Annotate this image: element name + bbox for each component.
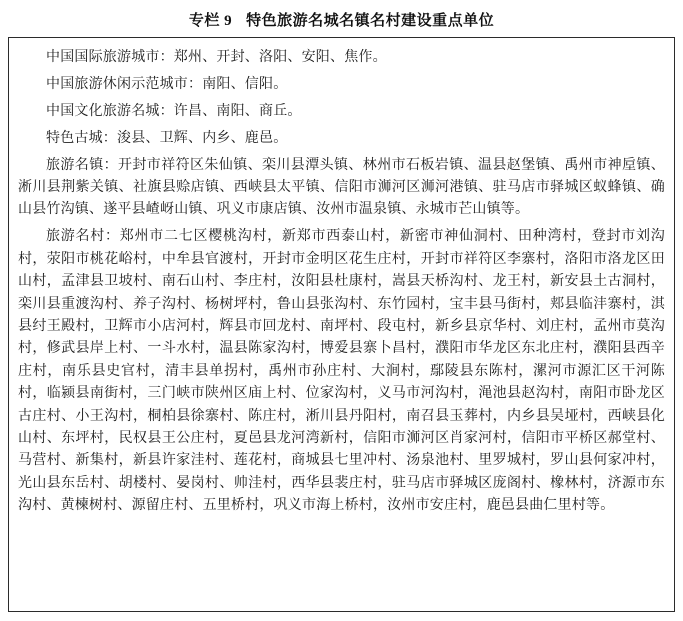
- column-title-text: 特色旅游名城名镇名村建设重点单位: [246, 13, 495, 29]
- paragraph-famous-tourism-villages: 旅游名村：郑州市二七区樱桃沟村，新郑市西泰山村，新密市神仙洞村、田种湾村，登封市刘沟村，荥阳市桃花峪村，中牟县官渡村，开封市金明区花生庄村，开封市祥符区李寨村，洛阳市洛龙区田山村，孟津县卫坡村、南石山村、李庄村，汝阳县杜康村，嵩县天桥沟村、龙王村，新安县土古洞村，栾川县重渡沟村、养子沟村、杨树坪村，鲁山县张沟村、东竹园村，宝丰县马街村，郏县临沣寨村，淇县纣王殿村，卫辉市小店河村，辉县市回龙村、南坪村、段屯村，新乡县京华村、刘庄村，孟州市莫沟村，修武县岸上村、一斗水村，温县陈家沟村，博爱县寨卜昌村，濮阳市华龙区东北庄村，濮阳县西辛庄村，南乐县史官村，清丰县单拐村，禹州市孙庄村、大涧村，鄢陵县东陈村，漯河市源汇区干河陈村，临颍县南街村，三门峡市陕州区庙上村、位家沟村，义马市河沟村，渑池县赵沟村，南阳市卧龙区古庄村、小王沟村，桐柏县徐寨村、陈庄村，淅川县丹阳村，南召县玉葬村，内乡县吴垭村，西峡县化山村、东坪村，民权县王公庄村，夏邑县龙河湾新村，信阳市浉河区肖家河村，信阳市平桥区郝堂村、马营村、新集村，新县许家洼村、莲花村，商城县七里冲村、汤泉池村、里罗城村，罗山县何家冲村，光山县东岳村、胡楼村、晏岗村、帅洼村，西华县裴庄村，驻马店市驿城区庞阁村、橡林村，济源市东沟村、黄楝树村、源留庄村、五里桥村，巩义市海上桥村，汝州市安庄村，鹿邑县曲仁里村等。: [18, 229, 665, 514]
- paragraph-cultural-tourism-cities: 中国文化旅游名城：许昌、南阳、商丘。: [46, 103, 302, 119]
- content-box: [8, 37, 675, 612]
- paragraph-famous-tourism-towns: 旅游名镇：开封市祥符区朱仙镇、栾川县潭头镇、林州市石板岩镇、温县赵堡镇、禹州市神垕镇、淅川县荆紫关镇、社旗县赊店镇、西峡县太平镇、信阳市浉河区浉河港镇、驻马店市驿城区蚁蜂镇、确山县竹沟镇、遂平县嵖岈山镇、巩义市康店镇、汝州市温泉镇、永城市芒山镇等。: [18, 157, 665, 218]
- paragraph-leisure-demonstration-cities: 中国旅游休闲示范城市：南阳、信阳。: [46, 76, 288, 92]
- column-label: 专栏 9: [188, 13, 233, 29]
- paragraph-international-tourism-cities: 中国国际旅游城市：郑州、开封、洛阳、安阳、焦作。: [46, 50, 387, 65]
- document-page: [0, 9, 683, 621]
- page-title: [0, 9, 683, 30]
- paragraph-characteristic-ancient-cities: 特色古城：浚县、卫辉、内乡、鹿邑。: [46, 130, 288, 146]
